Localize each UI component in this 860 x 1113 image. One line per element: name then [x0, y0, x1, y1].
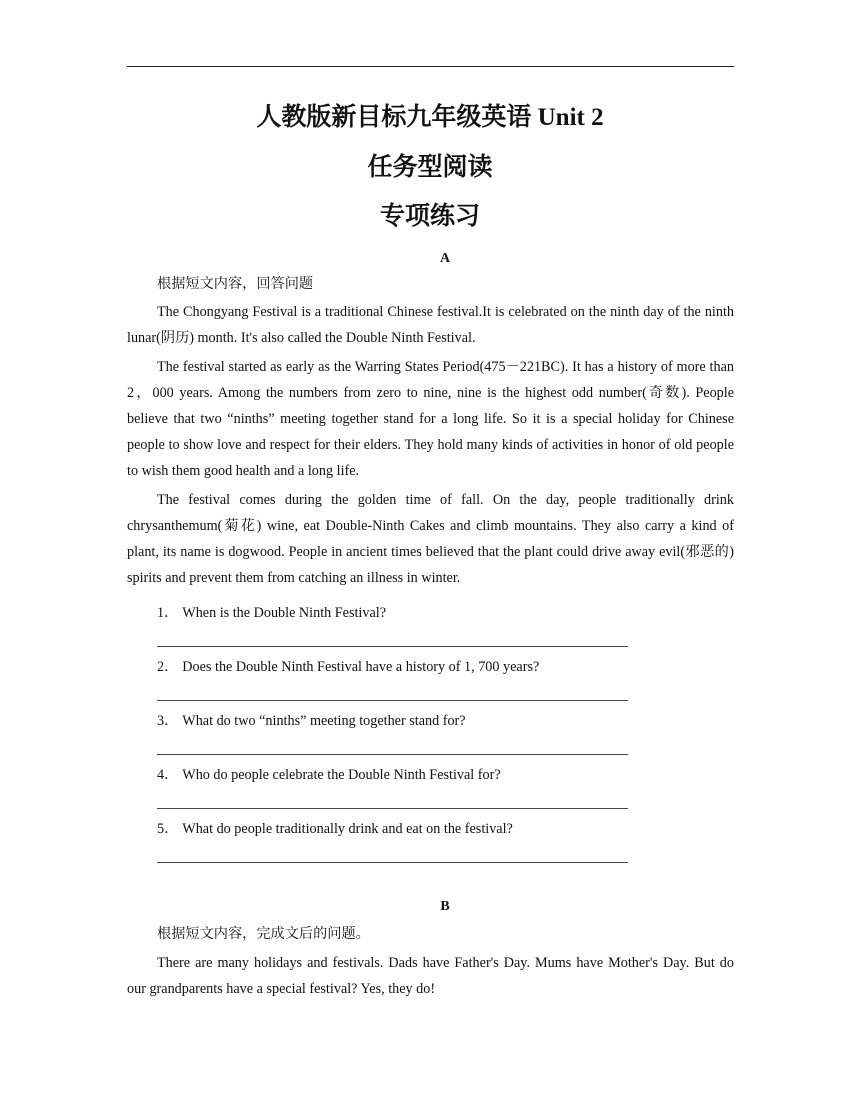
document-subtitle-2: 专项练习 — [379, 203, 480, 230]
question-4 — [157, 765, 501, 785]
question-text: What do two “ninths” meeting together stand for? — [182, 713, 466, 729]
question-5 — [157, 819, 513, 839]
question-number: 3． — [157, 713, 179, 729]
question-2 — [157, 657, 539, 677]
question-number: 2． — [157, 659, 179, 675]
header-rule — [127, 66, 734, 67]
question-number: 4． — [157, 767, 179, 783]
answer-line-3[interactable] — [157, 754, 628, 755]
question-text: Who do people celebrate the Double Ninth Festival for? — [182, 767, 501, 783]
section-b-paragraph-1: There are many holidays and festivals. Dads have Father's Day. Mums have Mother's Day. But do our grandparents have a special festival? Yes, they do! — [127, 955, 734, 997]
question-text: When is the Double Ninth Festival? — [182, 605, 387, 621]
document-title: 人教版新目标九年级英语 Unit 2 — [256, 104, 604, 131]
answer-line-2[interactable] — [157, 700, 628, 701]
section-b-instruction: 根据短文内容，完成文后的问题。 — [157, 926, 370, 942]
question-text: What do people traditionally drink and eat on the festival? — [182, 821, 513, 837]
question-1 — [157, 603, 386, 623]
answer-line-1[interactable] — [157, 646, 628, 647]
section-a-paragraph-3: The festival comes during the golden time of fall. On the day, people traditionally drink chrysanthemum(菊花) wine, eat Double-Ninth Cakes and climb mountains. They also carry a kind of plant, its name is dogwood. People in ancient times believed that the plant could drive away evil(邪恶的) spirits and prevent them from catching an illness in winter. — [127, 492, 734, 586]
section-b-label: B — [440, 899, 450, 914]
answer-line-5[interactable] — [157, 862, 628, 863]
question-text: Does the Double Ninth Festival have a history of 1, 700 years? — [182, 659, 540, 675]
question-number: 5． — [157, 821, 179, 837]
answer-line-4[interactable] — [157, 808, 628, 809]
question-number: 1． — [157, 605, 179, 621]
document-subtitle: 任务型阅读 — [367, 154, 493, 181]
section-a-paragraph-1: The Chongyang Festival is a traditional Chinese festival.It is celebrated on the ninth day of the ninth lunar(阴历) month. It's also called the Double Ninth Festival. — [127, 304, 734, 346]
section-a-label: A — [439, 251, 451, 266]
section-a-paragraph-2: The festival started as early as the Warring States Period(475－221BC). It has a history of more than 2，000 years. Among the numbers from zero to nine, nine is the highest odd number(奇数). People believe that two “ninths” meeting together stand for a long life. So it is a special holiday for Chinese people to show love and respect for their elders. They hold many kinds of activities in honor of old people to wish them good health and a long life. — [127, 359, 734, 479]
section-a-instruction: 根据短文内容，回答问题 — [157, 276, 314, 292]
question-3 — [157, 711, 466, 731]
